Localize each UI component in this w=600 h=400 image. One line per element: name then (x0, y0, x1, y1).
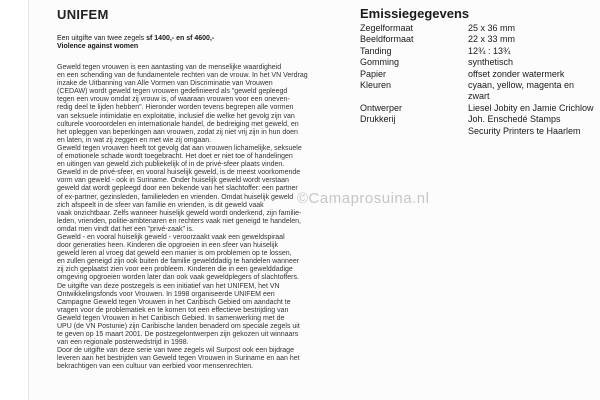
body-line: en uitingen van geweld zich publiekelijk of in de privé-sfeer plaats vinden. (57, 161, 285, 169)
left-column (57, 7, 329, 372)
body-line: Geweld tegen vrouwen heeft tot gevolg dat aan vrouwen lichamelijke, seksuele (57, 144, 302, 152)
body-line: omdat men vindt dat het een "privé-zaak" is. (57, 225, 194, 233)
body-line: zich afspeelt in de sfeer van familie en vrienden, is dit geweld vaak (57, 201, 264, 209)
body-line: UPU (de VN Postunie) zijn Caribische landen benaderd om speciale zegels uit (57, 323, 300, 330)
body-line: vragen voor de problematiek en te komen tot een effectieve bestrijding van (57, 306, 289, 314)
spec-value: offset zonder watermerk (468, 68, 565, 79)
body-line: omgeving opgroeien worden later dan ook vaak geweldplegers of slachtoffers. (57, 274, 299, 282)
spec-label: Ontwerper (360, 102, 403, 113)
spec-label: Gomming (360, 57, 400, 68)
spec-label (360, 126, 468, 137)
spec-label: Drukkerij (360, 114, 396, 125)
body-line: tegen een vrouw omdat zij vrouw is, of waaraan vrouwen voor een oneven- (57, 96, 290, 104)
body-line: van seksuele intimidatie en exploitatie, inclusief die welke het gevolg zijn van (57, 112, 295, 120)
spec-value: cyaan, yellow, magenta en (468, 80, 575, 91)
spec-value: 12¾ : 13¾ (468, 45, 511, 56)
body-line: door generaties heen. Kinderen die opgroeien in een sfeer van huiselijk (57, 242, 279, 250)
body-line: te geven op 15 maart 2001. De postzegelontwerpen zijn gekozen uit winnaars (57, 331, 299, 339)
spec-row (360, 57, 600, 68)
body-line: van een regionale posterwedstrijd in 1998. (57, 339, 189, 347)
spec-value: 22 x 33 mm (468, 34, 516, 45)
specs-table (360, 23, 600, 137)
body-text (57, 64, 329, 372)
body-line: vaak onzichtbaar. Zelfs wanneer huiselijk geweld wordt onderkend, zijn familie- (57, 209, 302, 217)
spec-row (360, 69, 600, 80)
body-line: Door de uitgifte van deze serie van twee zegels wil Surpost ook een bijdrage (57, 347, 294, 355)
spec-label: Beeldformaat (360, 34, 414, 45)
body-line: inzake de Uitbanning van Alle Vormen van Discriminatie van Vrouwen (57, 80, 273, 88)
body-line: Geweld in de privé-sfeer, en vooral huiselijk geweld, is de meest voorkomende (57, 169, 301, 177)
body-line: culturele vooroordelen en internationale handel, de bedreiging met geweld, en (57, 120, 299, 128)
spec-label (360, 91, 468, 102)
page-title: UNIFEM (57, 7, 109, 22)
body-line: zij zich geplaatst zien voor een probleem. Kinderen die in een gewelddadige (57, 266, 293, 274)
body-line: geweld dat wordt gepleegd door een bekende van het slachtoffer: een partner (57, 185, 298, 193)
specs-title: Emissiegegevens (360, 6, 470, 21)
body-line: het opleggen van beperkingen aan vrouwen, zodat zij niet vrij zijn in hun doen (57, 128, 298, 136)
body-line: of emotionele schade wordt toegebracht. Het doet er niet toe of handelingen (57, 153, 293, 161)
spec-row (360, 23, 600, 34)
issue-subtitle: Violence against women (57, 43, 139, 50)
body-line: (CEDAW) wordt geweld tegen vrouwen gedefinieerd als "geweld gepleegd (57, 88, 288, 96)
body-line: Campagne Geweld tegen Vrouwen in het Caribisch Gebied om aandacht te (57, 298, 291, 306)
spec-value: 25 x 36 mm (468, 23, 516, 33)
issue-line (57, 35, 329, 43)
spec-row (360, 126, 600, 137)
body-line: Geweld - en vooral huiselijk geweld - veroorzaakt vaak een geweldspiraal (57, 233, 285, 241)
body-line: geweld leren al vroeg dat geweld een manier is om problemen op te lossen, (57, 250, 292, 258)
body-line: Geweld tegen Vrouwen in het Caribisch Gebied. In samenwerking met de (57, 314, 285, 322)
body-line: redig deel te lijden hebben". Hieronder worden tevens begrepen alle vormen (57, 104, 294, 112)
body-line: leveren aan het bestrijden van Geweld tegen Vrouwen in Suriname en aan het (57, 355, 300, 363)
spec-row (360, 103, 600, 114)
body-line: en zullen geneigd zijn ook buiten de familie gewelddadig te handelen wanneer (57, 258, 300, 266)
body-line: en een schending van de fundamentele rechten van de vrouw. In het VN Verdrag (57, 72, 308, 80)
body-line: of ex-partner, gezinsleden, familieleden en vrienden. Omdat huiselijk geweld (57, 193, 294, 201)
spec-row (360, 114, 600, 125)
body-line: Geweld tegen vrouwen is een aantasting van de menselijke waardigheid (57, 64, 282, 71)
issue-prefix: Een uitgifte van twee zegels (57, 35, 147, 42)
spec-row (360, 80, 600, 91)
body-line: leden, vrienden, politie-ambtenaren en rechters vaak niet geneigd te handelen, (57, 217, 301, 225)
body-line: bekrachtigen van een cultuur van eerbied voor mensenrechten. (57, 363, 254, 371)
spec-value: zwart (468, 91, 490, 102)
right-column (360, 6, 600, 137)
body-line: Ontwikkelingsfonds voor Vrouwen. In 1998 organiseerde UNIFEM een (57, 290, 275, 298)
spec-row (360, 46, 600, 57)
spec-value: Joh. Enschedé Stamps (468, 114, 561, 125)
body-line: en laten, in wat zij zeggen en met wie zij omgaan. (57, 136, 212, 144)
document-page (28, 0, 600, 400)
issue-values: sf 1400,- en sf 4600,- (146, 35, 215, 42)
issue-intro (57, 35, 329, 51)
body-line: vorm van geweld - ook in Suriname. Onder huiselijk geweld wordt verstaan (57, 177, 289, 185)
spec-label: Kleuren (360, 80, 392, 91)
spec-value: Liesel Jobity en Jamie Crichlow (468, 102, 594, 113)
spec-row (360, 34, 600, 45)
body-line: De uitgifte van deze postzegels is een initiatief van het UNIFEM, het VN (57, 282, 280, 290)
spec-label: Papier (360, 68, 387, 79)
spec-value: Security Printers te Haarlem (468, 125, 581, 136)
spec-row (360, 91, 600, 102)
spec-value: synthetisch (468, 57, 514, 68)
spec-label: Tanding (360, 45, 392, 56)
spec-label: Zegelformaat (360, 23, 414, 33)
watermark: ©Camaprosuina.nl (297, 190, 430, 207)
